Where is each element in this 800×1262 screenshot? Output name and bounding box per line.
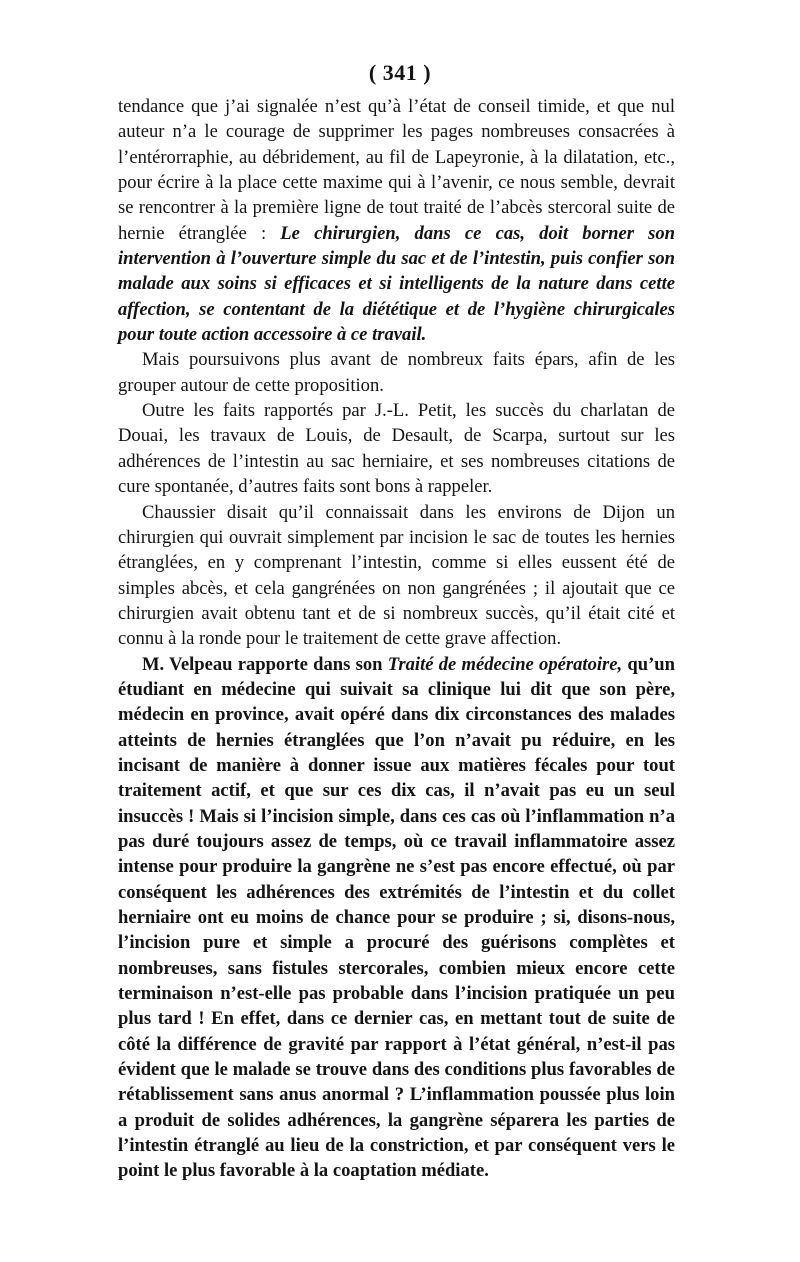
paragraph-1-emphasis: Le chirurgien, dans ce cas, doit borner son intervention à l’ouverture simple du sac et de l’intestin, puis confier son malade aux soins si efficaces et si intelligents de la nature dans cette affection, se contentant de la diététique et de l’hygiène chirurgicales pour toute action accessoire à ce travail. [118, 222, 675, 346]
paragraph-1 [118, 94, 675, 347]
page-number: ( 341 ) [368, 60, 432, 85]
paragraph-5 [118, 652, 675, 1184]
paragraph-2: Mais poursuivons plus avant de nombreux faits épars, afin de les grouper autour de cette proposition. [118, 349, 675, 396]
paragraph-5-before: M. Velpeau rapporte dans son [142, 653, 383, 675]
paragraph-5-after: qu’un étudiant en médecine qui suivait sa clinique lui dit que son père, médecin en province, avait opéré dans dix circonstances des malades atteints de hernies étranglées que l’on n’avait pu réduire, en les incisant de manière à donner issue aux matières fécales pour tout traitement actif, et que sur ces dix cas, il n’avait pas eu un seul insuccès ! Mais si l’incision simple, dans ces cas où l’inflammation n’a pas duré toujours assez de temps, où ce travail inflammatoire assez intense pour produire la gangrène ne s’est pas encore effectué, où par conséquent les adhérences des extrémités de l’intestin et du collet herniaire ont eu moins de chance pour se produire ; si, disons-nous, l’incision pure et simple a procuré des guérisons complètes et nombreuses, sans fistules stercorales, combien mieux encore cette terminaison n’est-elle pas probable dans l’incision pratiquée un peu plus tard ! En effet, dans ce dernier cas, en mettant tout de suite de côté la différence de gravité par rapport à l’état général, n’est-il pas évident que le malade se trouve dans des conditions plus favorables de rétablissement sans anus anormal ? L’inflammation poussée plus loin a produit de solides adhérences, la gangrène séparera les parties de l’intestin étranglé au lieu de la constriction, et par conséquent vers le point le plus favorable à la coaptation médiate. [118, 653, 675, 1182]
paragraph-1-text: tendance que j’ai signalée n’est qu’à l’état de conseil timide, et que nul auteur n’a le courage de supprimer les pages nombreuses consacrées à l’entérorraphie, au débridement, au fil de Lapeyronie, à la dilatation, etc., pour écrire à la place cette maxime qui à l’avenir, ce nous semble, devrait se rencontrer à la première ligne de tout traité de l’abcès stercoral suite de hernie étranglée : [118, 96, 675, 244]
paragraph-4: Chaussier disait qu’il connaissait dans les environs de Dijon un chirurgien qui ouvrait simplement par incision le sac de toutes les hernies étranglées, en y comprenant l’intestin, comme si elles eussent été de simples abcès, et cela gangrénées on non gangrénées ; il ajoutait que ce chirurgien avait obtenu tant et de si nombreux succès, qu’il était cité et connu à la ronde pour le traitement de cette grave affection. [118, 501, 675, 650]
book-title: Traité de médecine opératoire, [387, 653, 623, 675]
body-text [118, 94, 675, 1184]
paragraph-3: Outre les faits rapportés par J.-L. Petit, les succès du charlatan de Douai, les travaux de Louis, de Desault, de Scarpa, surtout sur les adhérences de l’intestin au sac herniaire, et ses nombreuses citations de cure spontanée, d’autres faits sont bons à rappeler. [118, 400, 675, 498]
